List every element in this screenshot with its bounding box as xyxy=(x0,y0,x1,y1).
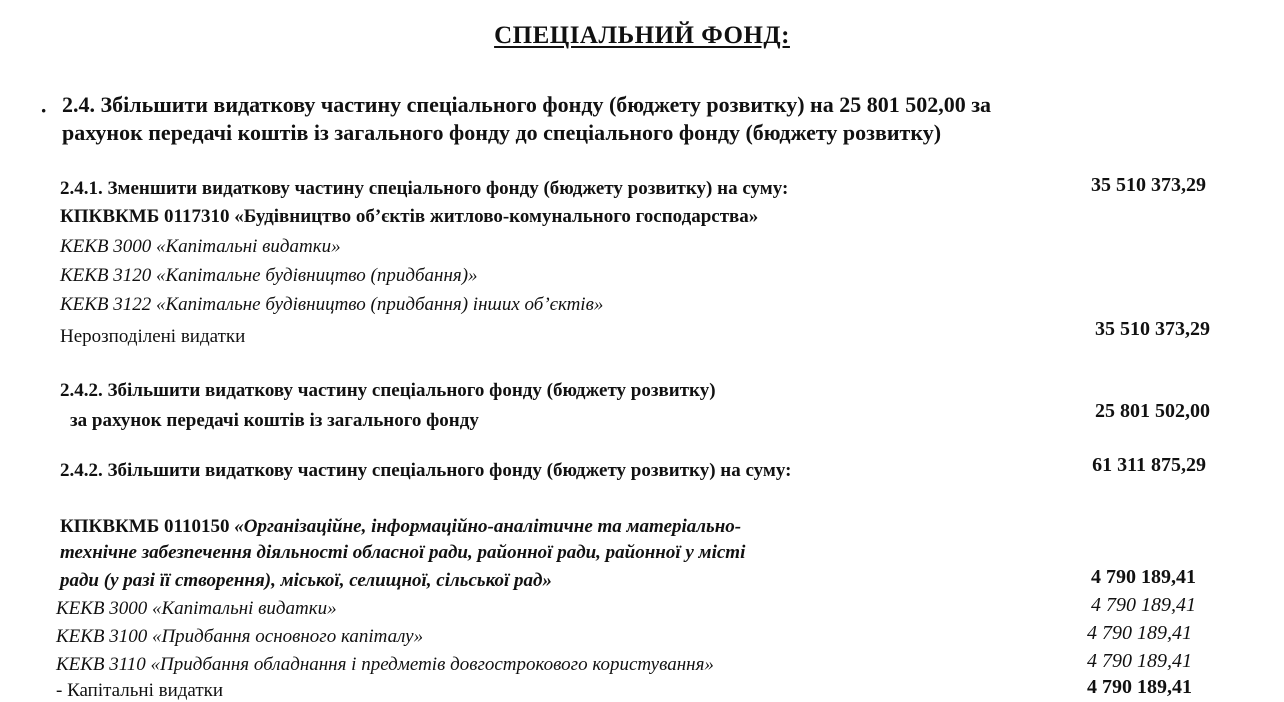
kpkv-0110150-prefix: КПКВКМБ 0110150 xyxy=(60,516,230,537)
kekv-3110-amount: 4 790 189,41 xyxy=(1087,650,1192,672)
kekv-3000-b-amount: 4 790 189,41 xyxy=(1091,594,1196,616)
section-2-4-line1: 2.4. Збільшити видаткову частину спеціального фонду (бюджету розвитку) на 25 801 502,00 за xyxy=(62,92,992,117)
kpkv-0110150-line2: технічне забезпечення діяльності обласної ради, районної ради, районної у місті xyxy=(60,542,746,563)
kpkv-0110150-amount: 4 790 189,41 xyxy=(1091,566,1196,588)
kekv-3100: КЕКВ 3100 «Придбання основного капіталу» xyxy=(56,626,424,647)
page-title: СПЕЦІАЛЬНИЙ ФОНД: xyxy=(494,22,790,49)
kpkv-0110150-line3: ради (у разі її створення), міської, селищної, сільської рад» xyxy=(60,570,552,591)
section-2-4-line2: рахунок передачі коштів із загального фонду до спеціального фонду (бюджету розвитку) xyxy=(62,120,942,145)
section-2-4-2b-heading: 2.4.2. Збільшити видаткову частину спеціального фонду (бюджету розвитку) на суму: xyxy=(60,460,792,481)
kekv-3100-amount: 4 790 189,41 xyxy=(1087,622,1192,644)
bullet-mark: · xyxy=(40,98,48,123)
kekv-3000-a: КЕКВ 3000 «Капітальні видатки» xyxy=(60,236,341,257)
capital-expenses-label: - Капітальні видатки xyxy=(56,680,224,701)
capital-expenses-amount: 4 790 189,41 xyxy=(1087,676,1192,698)
unallocated-amount: 35 510 373,29 xyxy=(1095,318,1210,340)
section-2-4-1-amount: 35 510 373,29 xyxy=(1091,174,1206,196)
section-2-4-2a-amount: 25 801 502,00 xyxy=(1095,400,1210,422)
section-2-4-2a-line2: за рахунок передачі коштів із загального фонду xyxy=(70,410,479,431)
section-2-4-2b-amount: 61 311 875,29 xyxy=(1092,454,1206,476)
kpkv-0117310: КПКВКМБ 0117310 «Будівництво об’єктів житлово-комунального господарства» xyxy=(60,206,759,227)
section-2-4-2a-line1: 2.4.2. Збільшити видаткову частину спеціального фонду (бюджету розвитку) xyxy=(60,380,716,401)
kekv-3122: КЕКВ 3122 «Капітальне будівництво (придбання) інших об’єктів» xyxy=(60,294,604,315)
kekv-3120: КЕКВ 3120 «Капітальне будівництво (придбання)» xyxy=(60,265,478,286)
kekv-3000-b: КЕКВ 3000 «Капітальні видатки» xyxy=(56,598,337,619)
kekv-3110: КЕКВ 3110 «Придбання обладнання і предметів довгострокового користування» xyxy=(56,654,714,675)
kpkv-0110150-line1 xyxy=(60,516,741,538)
kpkv-0110150-title-1: «Організаційне, інформаційно-аналітичне та матеріально- xyxy=(234,516,742,537)
section-2-4-1-heading: 2.4.1. Зменшити видаткову частину спеціального фонду (бюджету розвитку) на суму: xyxy=(60,178,789,199)
unallocated-label: Нерозподілені видатки xyxy=(60,326,246,347)
